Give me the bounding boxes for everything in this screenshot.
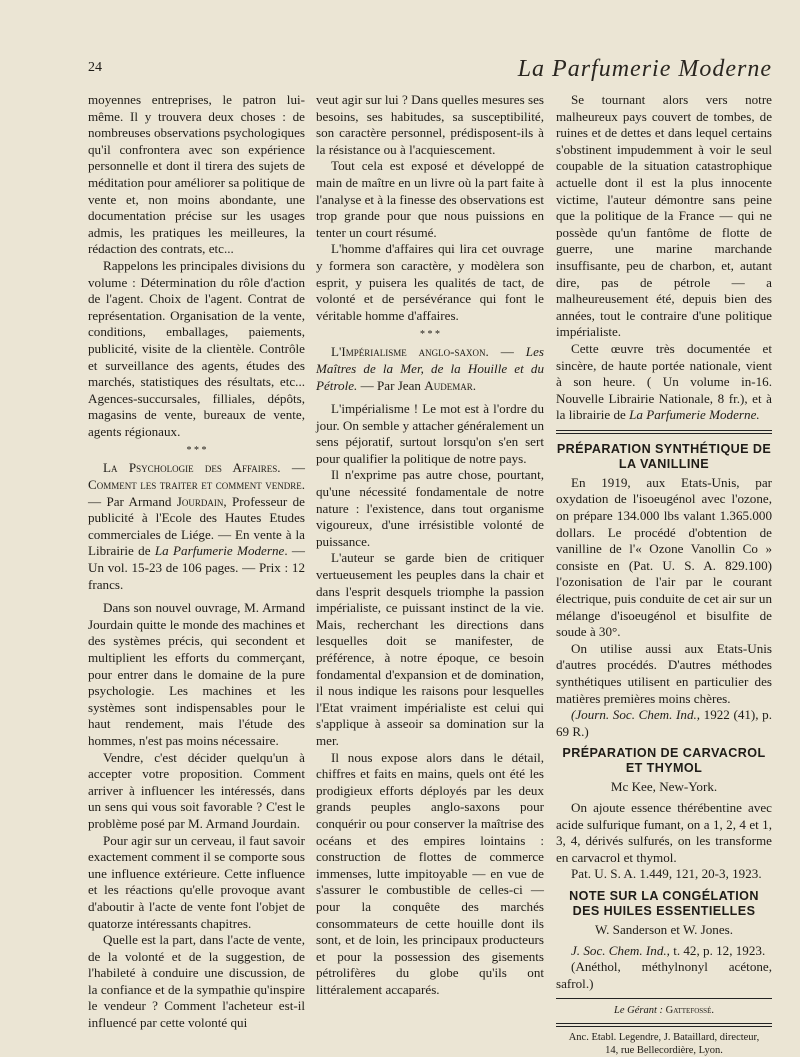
footer-divider <box>556 1023 772 1027</box>
citation <box>556 943 772 960</box>
gerant-label: Le Gérant : <box>614 1005 664 1017</box>
paragraph: L'auteur se garde bien de critiquer vertueusement les peuples dans la chair et dans l'esprit desquels triomphe la passion impérialiste, ce puissant instinct de la vie. Mais, recherchant les directions dans lesquelles doit se manifester, de préférence, à notre époque, ce besoin fondamental d'expansion et de domination, il nous indique les raisons pour lesquelles l'Etat vraiment impérialiste est celui qui s'applique à asseoir sa domination sur la mer. <box>316 550 544 748</box>
book-publisher: La Parfumerie Moderne <box>154 543 285 559</box>
section-ornament: * * * <box>186 445 207 457</box>
paragraph: Quelle est la part, dans l'acte de vente, de la volonté et de la suggestion, de l'habileté à conduire une discussion, de la confiance et de la sympathie qu'inspire le vendeur ? Comment l'acheteur est-il influencé par cette volonté qui <box>88 932 305 1031</box>
paragraph: Dans son nouvel ouvrage, M. Armand Jourdain quitte le monde des machines et des systèmes précis, qui secondent et multiplient les efforts du commerçant, pour entrer dans le domaine de la pure psychologie. Les machines et les systèmes sont indispensables pour le haut rendement, mais l'étude des hommes, n'est pas moins nécessaire. <box>88 600 305 748</box>
paragraph: Il n'exprime pas autre chose, pourtant, qu'une nécessité fondamentale de notre nature : l'existence, dans tout organisme vigoureux, d'une irrésistible volonté de puissance. <box>316 467 544 549</box>
section-divider <box>556 430 772 434</box>
paragraph <box>556 341 772 424</box>
page-header <box>88 58 772 88</box>
book-author: Audemar <box>424 377 473 393</box>
article-author: Mc Kee, New-York. <box>610 779 718 795</box>
book-details: . <box>472 377 477 393</box>
gerant-line <box>556 1003 772 1020</box>
paragraph: moyennes entreprises, le patron lui-même. Il y trouvera deux choses : de nombreuses observations psychologiques qu'il confrontera avec son expérience personnelle et dont il tirera des sujets de méditation pour améliorer sa politique de vente et, non moins abondante, une documentation précise sur les usages admis, les pratiques les meilleures, la rédaction des contrats, etc... <box>88 92 305 257</box>
citation-details: 1922 (41), p. 69 R.) <box>556 707 772 739</box>
article-heading-vanilline: PRÉPARATION SYNTHÉTIQUE DE LA VANILLINE <box>556 441 772 471</box>
paragraph: Pour agir sur un cerveau, il faut savoir exactement comment il se comporte sous une influence extérieure. Cette influence et les réactions qu'elle provoque avant d'aboutir à l'acte de vente font l'objet de quatorze intéressants chapitres. <box>88 832 305 931</box>
book-by: — Par Armand <box>88 493 172 509</box>
printer-line: 14, rue Bellecordière, Lyon. <box>605 1044 723 1056</box>
article-author: W. Sanderson et W. Jones. <box>594 921 734 937</box>
paragraph: (Anéthol, méthylnonyl acétone, safrol.) <box>556 959 772 991</box>
column-left <box>88 92 305 1032</box>
book-by: — Par Jean <box>360 377 421 393</box>
paragraph: Se tournant alors vers notre malheureux pays couvert de tombes, de ruines et de dettes et dans lequel certains s'obstinent impudemment à voir le seul coupable de la situation catastrophique actuelle dont il est la plus innocente victime, l'auteur démontre sans peine que la politique de la France — qui ne possède qu'un fantôme de flotte de guerre, une marine marchande insuffisante, peu de charbon, et, autant dire, pas de pétrole — a malheureusement été, depuis bien des années, tout le contraire d'une politique impérialiste. <box>556 92 772 340</box>
paragraph: On ajoute essence thérébentine avec acide sulfurique fumant, on a 1, 2, 4 et 1, 3, 4, dérivés sulfurés, on les transforme en carvacrol et thymol. <box>556 799 772 865</box>
patent-reference: Pat. U. S. A. 1.449, 121, 20-3, 1923. <box>571 866 762 882</box>
book-author: Jourdain <box>176 493 224 509</box>
page-number: 24 <box>88 60 102 75</box>
paragraph: veut agir sur lui ? Dans quelles mesures ses besoins, ses habitudes, sa susceptibilité, son caractère personnel, prédisposent-ils à la résistance ou à l'acquiescement. <box>316 92 544 157</box>
citation-details: t. 42, p. 12, 1923. <box>669 942 766 958</box>
paragraph: Rappelons les principales divisions du volume : Détermination du rôle d'action de l'agent. Choix de l'agent. Contrat de représentation. Organisation de la vente, conditions, emballages, paiements, publicité, visite de la clientèle. Contrôle et surveillance des agents, études des marchés, statistiques des résultats, etc... Agences-succursales, filliales, dépôts, magasins de vente, bureaux de vente, agents régionaux. <box>88 257 305 439</box>
citation-journal: (Journ. Soc. Chem. Ind., <box>571 707 701 723</box>
book-description: , Professeur de publicité à l'Ecole des Hautes Etudes commerciales de Liége. — En vente à la Librairie de <box>88 493 305 559</box>
paragraph: Vendre, c'est décider quelqu'un à accepter votre proposition. Comment arriver à influencer les intéressés, dans un sens qui vous soit favorable ? C'est le problème posé par M. Armand Jourdain. <box>88 749 305 831</box>
publisher-name: La Parfumerie Moderne. <box>629 407 760 423</box>
printer-imprint <box>556 1031 772 1057</box>
paragraph-text: Cette œuvre très documentée et sincère, de haute portée nationale, vient à son heure. ( Un volume in-16. Nouvelle Librairie Nationale, 8 fr.), et à la librairie de <box>556 340 772 423</box>
article-heading-congelation: NOTE SUR LA CONGÉLATION DES HUILES ESSENTIELLES <box>569 888 759 918</box>
book-subtitle: Les Maîtres de la Mer, de la Houille et du Pétrole. <box>316 344 544 393</box>
gerant-name: Gattefossé. <box>665 1005 714 1017</box>
footer-divider <box>556 998 772 999</box>
paragraph: Il nous expose alors dans le détail, chiffres et faits en mains, quels ont été les prodigieux efforts déployés par les deux grands peuples anglo-saxons pour conquérir ou pour conserver la maîtrise des océans et des empires lointains : construction de flottes de commerce immenses, lutte impitoyable — en vue de s'assurer le combustible de celles-ci — pour la conquête des marchés consommateurs de cette houille dont ils sont, et de loin, les principaux producteurs et pour la possession des gisements pétrolifères du globe qu'ils ont littéralement accaparés. <box>316 749 544 997</box>
paragraph: On utilise aussi aux Etats-Unis d'autres procédés. D'autres méthodes synthétiques utilisent en particulier des matières premières moins chères. <box>556 640 772 706</box>
book-dash: — <box>500 344 514 360</box>
book-review-heading <box>316 344 544 394</box>
paragraph: L'impérialisme ! Le mot est à l'ordre du jour. On semble y attacher généralement un sens péjoratif, surtout lorsqu'on s'en sert pour qualifier la politique de notre pays. <box>316 401 544 466</box>
book-details: . — Un vol. 15-23 de 106 pages. — Prix : 12 francs. <box>88 543 306 592</box>
book-subtitle: — Comment les traiter et comment vendre. <box>88 460 306 493</box>
paragraph: L'homme d'affaires qui lira cet ouvrage y formera son caractère, y modèlera son esprit, y puisera les qualités de tact, de volonté et de persévérance qui font le véritable homme d'affaires. <box>316 241 544 323</box>
book-title: L'Impérialisme anglo-saxon. <box>331 344 489 360</box>
column-right <box>556 92 772 1057</box>
paragraph: En 1919, aux Etats-Unis, par oxydation de l'isoeugénol avec l'ozone, on prépare 134.000 lbs valant 1.365.000 dollars. Le procédé d'obtention de vanilline de l'« Ozone Vanollin Co » consiste en (Pat. U. S. A. 829.100) l'ozonisation de l'air par le courant électrique, puis conduite de cet air sur un mélange d'isoeugénol et bisulfite de soude à 30°. <box>556 474 772 640</box>
book-review-heading <box>88 460 305 593</box>
citation <box>556 707 772 740</box>
column-middle <box>316 92 544 998</box>
article-heading-carvacrol: PRÉPARATION DE CARVACROL ET THYMOL <box>562 746 766 776</box>
section-ornament: * * * <box>420 329 440 341</box>
citation-journal: J. Soc. Chem. Ind., <box>571 942 670 958</box>
book-title: La Psychologie des Affaires. <box>103 460 281 476</box>
paragraph: Tout cela est exposé et développé de main de maître en un livre où la part faite à l'analyse et à la finesse des observations est trop grande pour que nous puissions en tenter un court résumé. <box>316 158 544 240</box>
journal-title: La Parfumerie Moderne <box>517 56 772 82</box>
printer-line: Anc. Etabl. Legendre, J. Bataillard, directeur, <box>568 1031 760 1043</box>
